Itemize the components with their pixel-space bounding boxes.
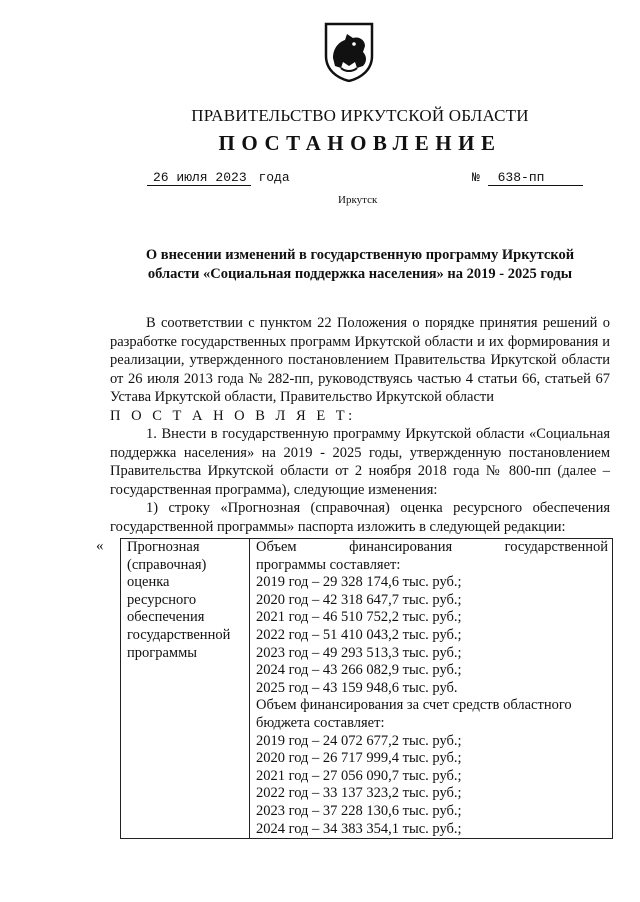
total-funding-heading: Объем финансирования государственной — [256, 539, 608, 555]
total-funding-heading-cont: программы составляет: — [256, 556, 401, 573]
number-sign: № — [472, 170, 480, 185]
row-label-line: ресурсного — [127, 591, 197, 608]
regional-year-line: 2019 год – 24 072 677,2 тыс. руб.; — [256, 732, 462, 749]
coat-of-arms-icon — [323, 22, 375, 82]
decree-body — [110, 314, 610, 536]
item-1-1-paragraph: 1) строку «Прогнозная (справочная) оценка ресурсного обеспечения государственной программы» паспорта изложить в следующей редакции: — [110, 500, 610, 535]
number-value: 638-пп — [488, 170, 583, 186]
passport-table — [120, 538, 613, 839]
row-label-line: Прогнозная — [127, 539, 200, 555]
regional-funding-heading: Объем финансирования за счет средств областного — [256, 697, 572, 714]
funding-year-line: 2023 год – 49 293 513,3 тыс. руб.; — [256, 644, 462, 661]
resolve-heading: П О С Т А Н О В Л Я Е Т: — [110, 407, 356, 424]
funding-year-line: 2025 год – 43 159 948,6 тыс. руб. — [256, 679, 458, 696]
date-suffix: года — [258, 170, 290, 185]
subject-line-1: О внесении изменений в государственную программу Иркутской — [145, 247, 575, 263]
regional-year-line: 2022 год – 33 137 323,2 тыс. руб.; — [256, 785, 462, 802]
decree-number — [472, 170, 583, 186]
row-value-cell — [250, 539, 613, 839]
preamble-paragraph: В соответствии с пунктом 22 Положения о порядке принятия решений о разработке государственных программ Иркутской области и их формирования и реализации, утвержденного постановлением Правительства Иркутской области от 26 июля 2013 года № 282-пп, руководствуясь частью 4 статьи 66, статьей 67 Устава Иркутской области, Правительство Иркутской области — [110, 315, 610, 405]
funding-year-line: 2020 год – 42 318 647,7 тыс. руб.; — [256, 591, 462, 608]
funding-year-line: 2019 год – 29 328 174,6 тыс. руб.; — [256, 574, 462, 591]
decree-title: ПОСТАНОВЛЕНИЕ — [218, 131, 502, 155]
regional-year-line: 2021 год – 27 056 090,7 тыс. руб.; — [256, 767, 462, 784]
date-value: 26 июля 2023 — [147, 170, 251, 186]
government-name: ПРАВИТЕЛЬСТВО ИРКУТСКОЙ ОБЛАСТИ — [191, 106, 529, 125]
regional-year-line: 2023 год – 37 228 130,6 тыс. руб.; — [256, 802, 462, 819]
row-label-line: оценка — [127, 574, 170, 591]
city-name: Иркутск — [338, 194, 378, 206]
regional-year-line: 2020 год – 26 717 999,4 тыс. руб.; — [256, 750, 462, 767]
regional-funding-heading-cont: бюджета составляет: — [256, 714, 385, 731]
decree-date — [147, 170, 290, 185]
funding-year-line: 2022 год – 51 410 043,2 тыс. руб.; — [256, 626, 462, 643]
item-1-paragraph: 1. Внести в государственную программу Иркутской области «Социальная поддержка населения» на 2019 - 2025 годы, утвержденную постановлением Правительства Иркутской области от 2 ноября 2018 года № 800-пп (далее – государственная программа), следующие изменения: — [110, 426, 610, 498]
row-label-line: (справочная) — [127, 556, 207, 573]
funding-year-line: 2021 год – 46 510 752,2 тыс. руб.; — [256, 609, 462, 626]
funding-year-line: 2024 год – 43 266 082,9 тыс. руб.; — [256, 662, 462, 679]
row-label-line: программы — [127, 644, 197, 661]
decree-subject — [120, 246, 600, 284]
table-row — [121, 539, 613, 839]
quote-open: « — [96, 538, 104, 554]
row-label-cell — [121, 539, 250, 839]
row-label-line: государственной — [127, 626, 231, 643]
row-label-line: обеспечения — [127, 609, 205, 626]
subject-line-2: области «Социальная поддержка населения» на 2019 - 2025 годы — [147, 266, 573, 282]
regional-year-line: 2024 год – 34 383 354,1 тыс. руб.; — [256, 820, 462, 837]
